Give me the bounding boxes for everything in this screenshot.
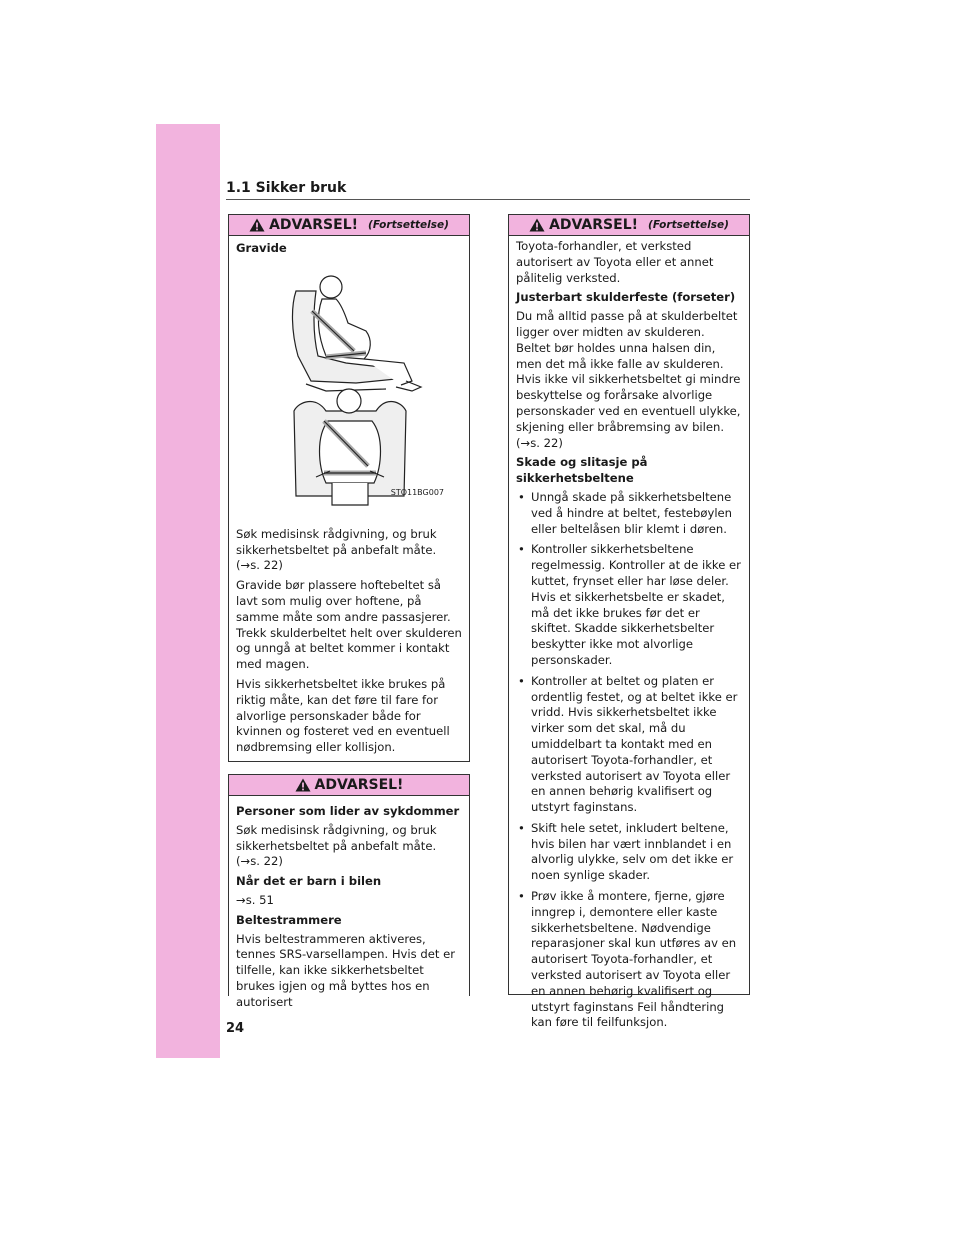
header-rule xyxy=(226,199,750,200)
page-number: 24 xyxy=(226,1021,245,1036)
list-item: • Kontroller at beltet og platen er ordentlig festet, og at beltet ikke er vridd. Hvis sikkerhetsbeltet ikke virker som det skal, må du umiddelbart ta kontakt med en autorisert Toyota-forhandler, et verksted autorisert av Toyota eller en annen behørig kvalifisert og utstyrt faginstans. xyxy=(518,673,738,815)
paragraph-shoulder-anchor: Du må alltid passe på at skulderbeltet ligger over midten av skulderen. Beltet bør holdes unna halsen din, men det må ikke falle av skulderen. Hvis ikke vil sikkerhetsbeltet gi mindre beskyttelse og forårsake alvorlige personskader ved en eventuell ulykke, skjening eller bråbremsing av bilen. (→s. 22) xyxy=(516,309,741,450)
pregnant-seatbelt-illustration xyxy=(236,261,462,519)
list-item: • Kontroller sikkerhetsbeltene regelmessig. Kontroller at de ikke er kuttet, frynset eller har løse deler. Hvis et sikkerhetsbelte er skadet, må det ikke brukes før det er skiftet. Skadde sikkerhetsbelter beskytter ikke mot alvorlige personskader. xyxy=(518,542,741,667)
chapter-tab xyxy=(156,124,220,1058)
heading-pregnant: Gravide xyxy=(236,241,287,255)
continued-label: (Fortsettelse) xyxy=(368,219,449,231)
heading-damage: Skade og slitasje på sikkerhetsbeltene xyxy=(516,455,648,486)
warning-triangle-icon xyxy=(529,218,545,232)
warning-title: ADVARSEL! xyxy=(549,217,639,233)
paragraph-illness: Søk medisinsk rådgivning, og bruk sikkerhetsbeltet på anbefalt måte. (→s. 22) xyxy=(236,822,437,869)
paragraph-pretensioners: Hvis beltestrammeren aktiveres, tennes SRS-varsellampen. Hvis det er tilfelle, kan ikke sikkerhetsbeltet brukes igjen og må byttes hos en autorisert xyxy=(236,931,455,1009)
heading-shoulder-anchor: Justerbart skulderfeste (forseter) xyxy=(516,290,736,305)
list-item: • Skift hele setet, inkludert beltene, hvis bilen har vært innblandet i en alvorlig ulykke, selv om det ikke er noen synlige skader. xyxy=(518,820,734,883)
list-item: • Prøv ikke å montere, fjerne, gjøre inngrep i, demontere eller kaste sikkerhetsbeltene. Nødvendige reparasjoner skal kun utføres av en autorisert Toyota-forhandler, et verksted autorisert av Toyota eller en annen behørig kvalifisert og utstyrt faginstans Feil håndtering kan føre til feilfunksjon. xyxy=(518,889,737,1030)
warning-box-illness xyxy=(228,774,470,1009)
heading-illness: Personer som lider av sykdommer xyxy=(236,804,460,818)
warning-triangle-icon xyxy=(249,218,265,232)
warning-title: ADVARSEL! xyxy=(314,777,404,793)
warning-header xyxy=(509,215,749,236)
warning-triangle-icon xyxy=(295,778,311,792)
list-item: • Unngå skade på sikkerhetsbeltene ved å hindre at beltet, festebøylen eller beltelåsen blir klemt i døren. xyxy=(518,489,733,536)
warning-box-pregnant xyxy=(228,214,470,762)
illustration-svg xyxy=(236,261,462,519)
warning-header xyxy=(229,215,469,236)
paragraph-belt-position: Gravide bør plassere hoftebeltet så lavt som mulig over hoftene, på samme måte som andre passasjerer. Trekk skulderbeltet helt over skulderen og unngå at beltet kommer i kontakt med magen. xyxy=(236,578,462,672)
paragraph-children-ref: →s. 51 xyxy=(236,892,274,907)
image-code: STO11BG007 xyxy=(390,488,444,497)
warning-header xyxy=(229,775,469,796)
heading-pretensioners: Beltestrammere xyxy=(236,912,342,927)
paragraph-advice: Søk medisinsk rådgivning, og bruk sikkerhetsbeltet på anbefalt måte. (→s. 22) xyxy=(236,526,437,573)
paragraph-intro: Toyota-forhandler, et verksted autorisert av Toyota eller et annet pålitelig verksted. xyxy=(516,239,714,285)
warning-title: ADVARSEL! xyxy=(269,217,359,233)
paragraph-risk: Hvis sikkerhetsbeltet ikke brukes på riktig måte, kan det føre til fare for alvorlige personskader både for kvinnen og fosteret ved en eventuell nødbremsing eller kollisjon. xyxy=(236,676,450,755)
continued-label: (Fortsettelse) xyxy=(648,219,729,231)
heading-children: Når det er barn i bilen xyxy=(236,874,382,889)
section-title: 1.1 Sikker bruk xyxy=(226,180,347,196)
warning-box-continued xyxy=(508,214,750,1030)
